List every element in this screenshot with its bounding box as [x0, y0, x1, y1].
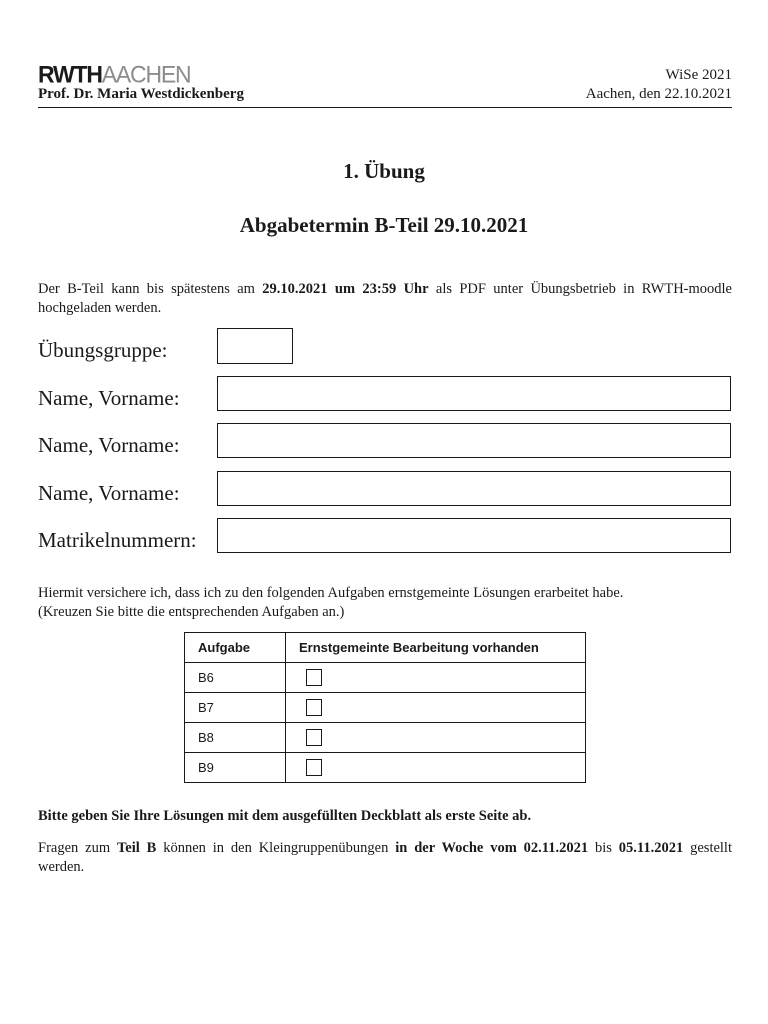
table-row — [185, 753, 586, 783]
group-field[interactable] — [217, 328, 293, 364]
questions-text: Fragen zum Teil B können in den Kleingruppenübungen in der Woche vom 02.11.2021 bis 05.11.2021 gestellt werden. — [38, 840, 732, 875]
name-label-1: Name, Vorname: — [38, 386, 180, 410]
tasks-table — [184, 632, 586, 783]
checkbox-b9[interactable] — [306, 759, 322, 776]
table-row — [185, 693, 586, 723]
name-field-2[interactable] — [217, 423, 731, 458]
checkbox-b6[interactable] — [306, 669, 322, 686]
table-row — [185, 723, 586, 753]
name-label-3: Name, Vorname: — [38, 481, 180, 505]
semester: WiSe 2021 — [665, 67, 732, 83]
column-header-aufgabe: Aufgabe — [185, 633, 286, 663]
professor-name: Prof. Dr. Maria Westdickenberg — [38, 86, 244, 102]
checkbox-b8[interactable] — [306, 729, 322, 746]
instruction-text: Bitte geben Sie Ihre Lösungen mit dem ausgefüllten Deckblatt als erste Seite ab. — [38, 808, 532, 824]
page-title: 1. Übung — [343, 159, 425, 183]
matrikel-field[interactable] — [217, 518, 731, 553]
table-row — [185, 663, 586, 693]
task-label-b6: B6 — [185, 663, 286, 693]
page-subtitle: Abgabetermin B-Teil 29.10.2021 — [239, 213, 529, 237]
intro-paragraph: Der B-Teil kann bis spätestens am 29.10.2021 um 23:59 Uhr als PDF unter Übungsbetrieb in RWTH-moodle hochgeladen werden. — [38, 281, 732, 316]
task-label-b8: B8 — [185, 723, 286, 753]
name-label-2: Name, Vorname: — [38, 433, 180, 457]
task-label-b7: B7 — [185, 693, 286, 723]
table-header-row — [185, 633, 586, 663]
name-field-3[interactable] — [217, 471, 731, 506]
matrikel-label: Matrikelnummern: — [38, 528, 197, 552]
place-date: Aachen, den 22.10.2021 — [585, 86, 732, 102]
column-header-bearbeitung: Ernstgemeinte Bearbeitung vorhanden — [286, 633, 586, 663]
group-label: Übungsgruppe: — [38, 338, 168, 362]
rwth-logo: RWTHAACHEN — [38, 60, 191, 88]
header-rule — [38, 107, 732, 108]
name-field-1[interactable] — [217, 376, 731, 411]
checkbox-b7[interactable] — [306, 699, 322, 716]
declaration-text: Hiermit versichere ich, dass ich zu den folgenden Aufgaben ernstgemeinte Lösungen erarbeitet habe. (Kreuzen Sie bitte die entsprechenden Aufgaben an.) — [38, 585, 624, 620]
task-label-b9: B9 — [185, 753, 286, 783]
